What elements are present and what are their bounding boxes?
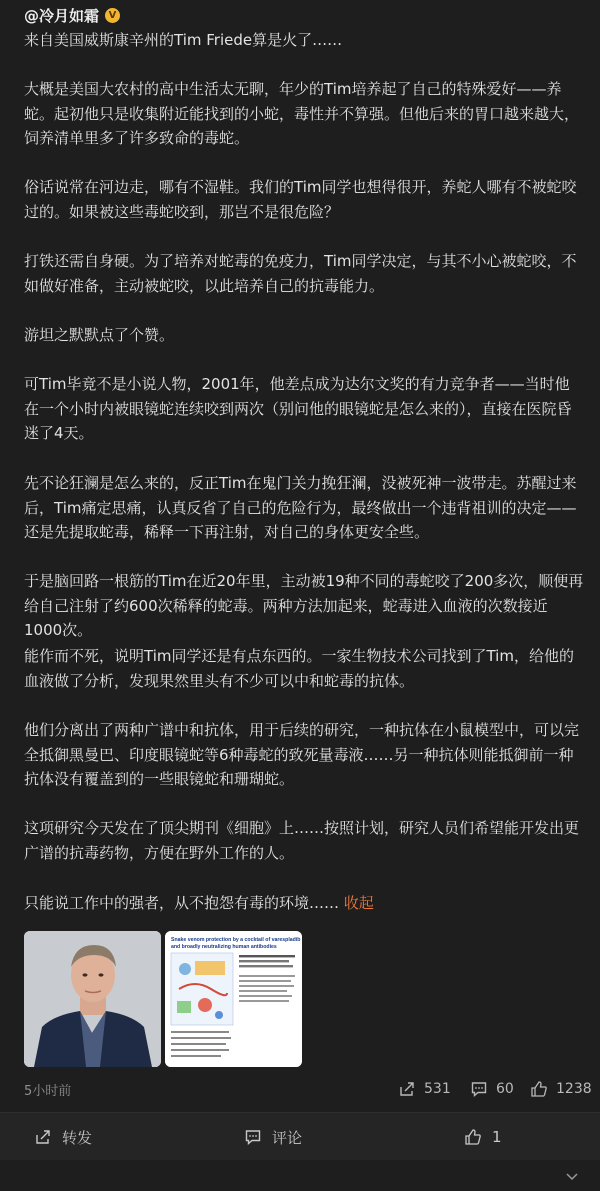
- forward-icon: [34, 1128, 52, 1146]
- post-meta-row: [0, 1078, 600, 1100]
- bottom-strip: [0, 1160, 600, 1191]
- share-stat[interactable]: [398, 1078, 451, 1100]
- post-paragraph-text: 只能说工作中的强者，从不抱怨有毒的环境……: [24, 894, 340, 912]
- post-paragraph: 可Tim毕竟不是小说人物，2001年，他差点成为达尔文奖的有力竞争者——当时他在一个小时内被眼镜蛇连续咬到两次（别问他的眼镜蛇是怎么来的），直接在医院昏迷了4天。: [24, 375, 572, 442]
- post-paragraph: 来自美国威斯康辛州的Tim Friede算是火了……: [24, 31, 343, 49]
- forward-button[interactable]: [34, 1125, 92, 1149]
- chevron-down-icon[interactable]: [564, 1168, 580, 1184]
- author-name[interactable]: @冷月如霜: [24, 6, 100, 25]
- portrait-image: [24, 931, 161, 1067]
- post-paragraph: 他们分离出了两种广谱中和抗体，用于后续的研究，一种抗体在小鼠模型中，可以完全抵御黑曼巴、印度眼镜蛇等6种毒蛇的致死量毒液……另一种抗体则能抵御前一种抗体没有覆盖到的一些眼镜蛇和珊瑚蛇。: [24, 721, 580, 788]
- like-label: 1: [492, 1128, 502, 1146]
- comment-button[interactable]: [244, 1125, 302, 1149]
- verified-badge-icon: V: [105, 8, 120, 23]
- post-paragraph: 这项研究今天发在了顶尖期刊《细胞》上……按照计划，研究人员们希望能开发出更广谱的抗毒药物，方便在野外工作的人。: [24, 819, 580, 862]
- paper-abstract-figure[interactable]: [165, 931, 302, 1067]
- portrait-photo[interactable]: [24, 931, 161, 1067]
- post-paragraph: 先不论狂澜是怎么来的，反正Tim在鬼门关力挽狂澜，没被死神一波带走。苏醒过来后，Tim痛定思痛，认真反省了自己的危险行为，最终做出一个违背祖训的决定——还是先提取蛇毒，稀释一下再注射，对自己的身体更安全些。: [24, 474, 577, 541]
- comment-count: 60: [496, 1081, 514, 1097]
- post-paragraph: 能作而不死，说明Tim同学还是有点东西的。一家生物技术公司找到了Tim，给他的血液做了分析，发现果然里头有不少可以中和蛇毒的抗体。: [24, 647, 574, 690]
- comment-stat[interactable]: [470, 1078, 514, 1100]
- thumbs-up-icon: [530, 1080, 548, 1098]
- post-last-paragraph: [24, 891, 584, 916]
- share-icon: [398, 1080, 416, 1098]
- like-stat[interactable]: [530, 1078, 592, 1100]
- post-time: 5小时前: [24, 1084, 72, 1099]
- paper-title-line-2: and broadly neutralizing human antibodies: [171, 944, 277, 950]
- like-count: 1238: [556, 1081, 592, 1097]
- collapse-link[interactable]: 收起: [343, 894, 374, 912]
- thumbs-up-icon: [464, 1128, 482, 1146]
- post-paragraph: 游坦之默默点了个赞。: [24, 326, 175, 344]
- action-bar: [0, 1112, 600, 1160]
- share-count: 531: [424, 1081, 451, 1097]
- like-button[interactable]: [464, 1125, 502, 1149]
- paper-title-line-1: Snake venom protection by a cocktail of varespladib: [171, 937, 301, 943]
- paper-figure-image: [165, 931, 302, 1067]
- forward-label: 转发: [62, 1128, 93, 1147]
- post-paragraph: 俗话说常在河边走，哪有不湿鞋。我们的Tim同学也想得很开，养蛇人哪有不被蛇咬过的。如果被这些毒蛇咬到，那岂不是很危险？: [24, 178, 577, 221]
- comment-icon: [244, 1128, 262, 1146]
- post-paragraph: 于是脑回路一根筋的Tim在近20年里，主动被19种不同的毒蛇咬了200多次，顺便再给自己注射了约600次稀释的蛇毒。两种方法加起来，蛇毒进入血液的次数接近1000次。: [24, 572, 584, 639]
- comment-icon: [470, 1080, 488, 1098]
- author-row: [24, 4, 120, 26]
- comment-label: 评论: [272, 1128, 303, 1147]
- post-paragraph: 大概是美国大农村的高中生活太无聊，年少的Tim培养起了自己的特殊爱好——养蛇。起初他只是收集附近能找到的小蛇，毒性并不算强。但他后来的胃口越来越大，饲养清单里多了许多致命的毒蛇。: [24, 80, 580, 147]
- post-paragraph: 打铁还需自身硬。为了培养对蛇毒的免疫力，Tim同学决定，与其不小心被蛇咬，不如做好准备，主动被蛇咬，以此培养自己的抗毒能力。: [24, 252, 577, 295]
